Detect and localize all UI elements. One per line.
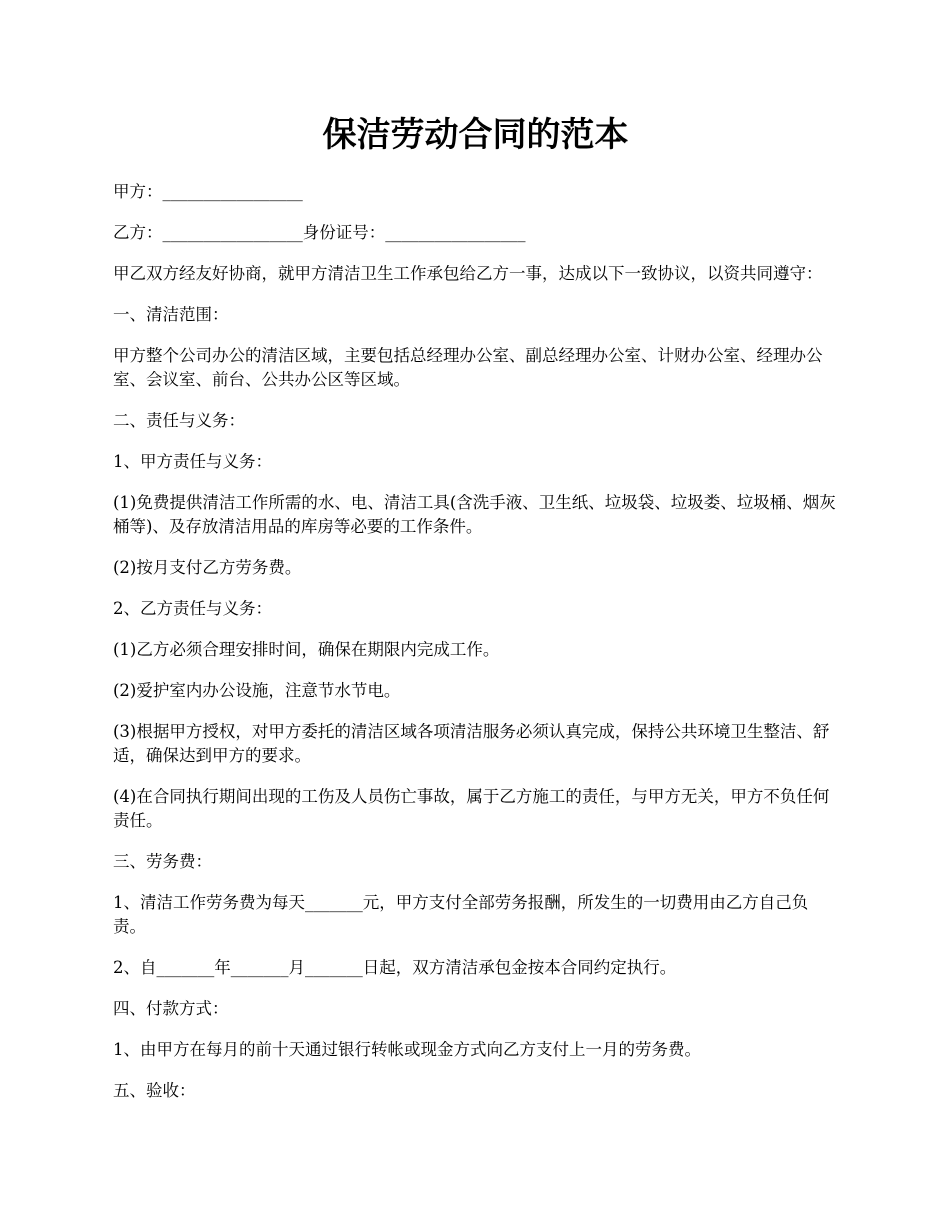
party-b-duty-1: (1)乙方必须合理安排时间，确保在期限内完成工作。: [113, 640, 500, 659]
section-heading-payment: 四、付款方式：: [113, 999, 229, 1018]
party-a-line: 甲方：_________________: [113, 182, 303, 201]
subheading-party-b-duties: 2、乙方责任与义务：: [113, 599, 272, 618]
party-b-duty-2: (2)爱护室内办公设施，注意节水节电。: [113, 681, 401, 700]
party-b-line: 乙方：_________________身份证号：_________________: [113, 223, 526, 242]
fee-clause-2: 2、自_______年_______月_______日起，双方清洁承包金按本合同约定执行。: [113, 958, 677, 977]
party-a-duty-2: (2)按月支付乙方劳务费。: [113, 558, 302, 577]
payment-clause-1: 1、由甲方在每月的前十天通过银行转帐或现金方式向乙方支付上一月的劳务费。: [113, 1040, 701, 1059]
preamble-paragraph: 甲乙双方经友好协商，就甲方清洁卫生工作承包给乙方一事，达成以下一致协议，以资共同遵守：: [113, 264, 823, 283]
section-heading-acceptance: 五、验收：: [113, 1081, 196, 1100]
party-b-duty-4: (4)在合同执行期间出现的工伤及人员伤亡事故，属于乙方施工的责任，与甲方无关，甲方不负任何责任。: [113, 787, 830, 830]
subheading-party-a-duties: 1、甲方责任与义务：: [113, 452, 272, 471]
party-b-duty-3: (3)根据甲方授权，对甲方委托的清洁区域各项清洁服务必须认真完成，保持公共环境卫生整洁、舒适，确保达到甲方的要求。: [113, 722, 830, 765]
section-heading-duties: 二、责任与义务：: [113, 411, 245, 430]
scope-paragraph: 甲方整个公司办公的清洁区域，主要包括总经理办公室、副总经理办公室、计财办公室、经理办公室、会议室、前台、公共办公区等区域。: [113, 346, 823, 389]
section-heading-fees: 三、劳务费：: [113, 852, 212, 871]
fee-clause-1: 1、清洁工作劳务费为每天_______元，甲方支付全部劳务报酬，所发生的一切费用由乙方自己负责。: [113, 893, 809, 936]
party-a-duty-1: (1)免费提供清洁工作所需的水、电、清洁工具(含洗手液、卫生纸、垃圾袋、垃圾娄、垃圾桶、烟灰桶等)、及存放清洁用品的库房等必要的工作条件。: [113, 493, 836, 536]
document-title: 保洁劳动合同的范本: [322, 115, 629, 155]
section-heading-scope: 一、清洁范围：: [113, 305, 229, 324]
